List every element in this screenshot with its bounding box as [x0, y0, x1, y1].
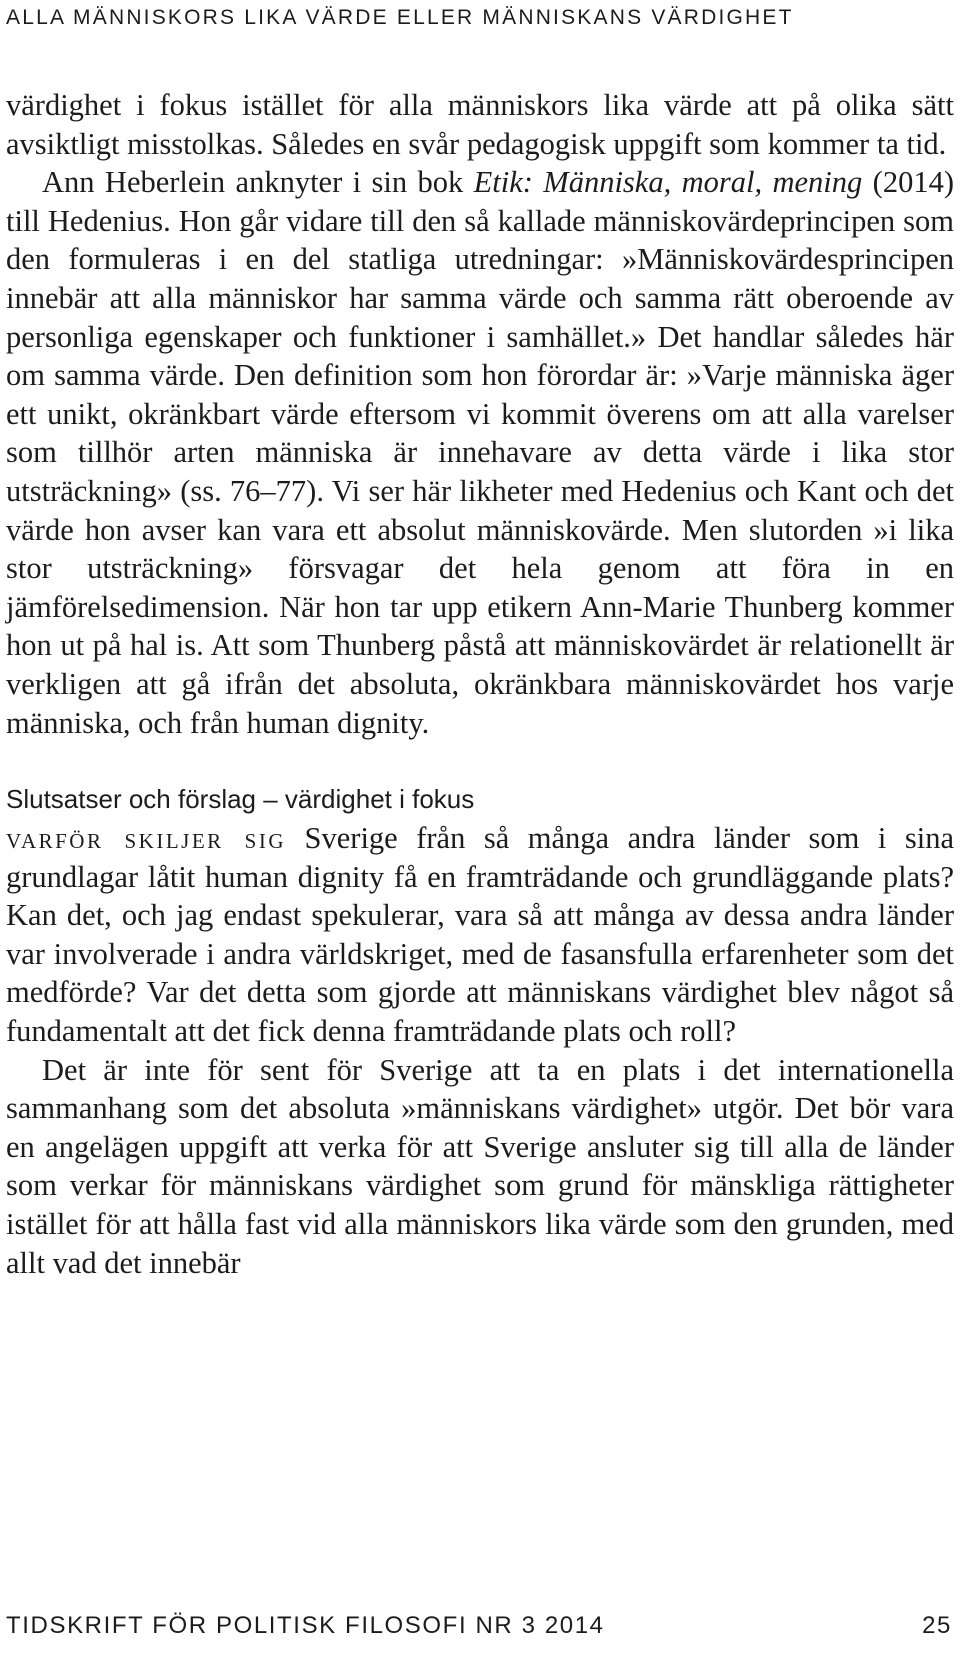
- journal-name: TIDSKRIFT FÖR POLITISK FILOSOFI NR 3 2014: [6, 1612, 605, 1639]
- section-heading: Slutsatser och förslag – värdighet i fokus: [6, 784, 475, 815]
- book-title: Etik: Människa, moral, mening: [473, 165, 863, 200]
- page-footer: [6, 1612, 952, 1640]
- paragraph-2-text-start: Ann Heberlein anknyter i sin bok: [42, 165, 474, 200]
- paragraph-3-text: Sverige från så många andra länder som i sina grundlagar låtit human dignity få en framträdande och grundläggande plats? Kan det, och jag endast spekulerar, vara så att många av dessa andra länder var involverade i andra världskriget, med de fasansfulla erfarenheter som det medförde? Var det detta som gjorde att människans värdighet blev något så fundamentalt att det fick denna framträdande plats och roll?: [6, 821, 955, 1049]
- page-number: 25: [922, 1612, 952, 1639]
- paragraph-3-lead-in: varför skiljer sig: [6, 821, 287, 856]
- paragraph-2-text-end: (2014) till Hedenius. Hon går vidare till den så kallade människovärdeprincipen som den formuleras i en del statliga utredningar: »Människovärdesprincipen innebär att alla människor har samma värde och samma rätt oberoende av personliga egenskaper och funktioner i samhället.» Det handlar således här om samma värde. Den definition som hon förordar är: »Varje människa äger ett unikt, okränkbart värde eftersom vi kommit överens om att alla varelser som tillhör arten människa är innehavare av detta värde i lika stor utsträckning» (ss. 76–77). Vi ser här likheter med Hedenius och Kant och det värde hon avser kan vara ett absolut människovärde. Men slutorden »i lika stor utsträckning» försvagar det hela genom att föra in en jämförelsedimension. När hon tar upp etikern Ann-Marie Thunberg kommer hon ut på hal is. Att som Thunberg påstå att människovärdet är relationellt är verkligen att gå ifrån det absoluta, okränkbara människovärdet hos varje människa, och från human dignity.: [6, 165, 954, 740]
- running-header: ALLA MÄNNISKORS LIKA VÄRDE ELLER MÄNNISKANS VÄRDIGHET: [6, 6, 794, 29]
- paragraph-4: Det är inte för sent för Sverige att ta en plats i det internationella sammanhang som det absoluta »människans värdighet» utgör. Det bör vara en angelägen uppgift att verka för att Sverige ansluter sig till alla de länder som verkar för människans värdighet som grund för mänskliga rättigheter istället för att hålla fast vid alla människors lika värde som den grunden, med allt vad det innebär: [6, 1052, 954, 1280]
- paragraph-2: [6, 163, 954, 742]
- paragraph-1: värdighet i fokus istället för alla människors lika värde att på olika sätt avsiktligt misstolkas. Således en svår pedagogisk uppgift som kommer ta tid.: [6, 88, 954, 161]
- article-body: [6, 86, 954, 1282]
- paragraph-3: [6, 819, 954, 1051]
